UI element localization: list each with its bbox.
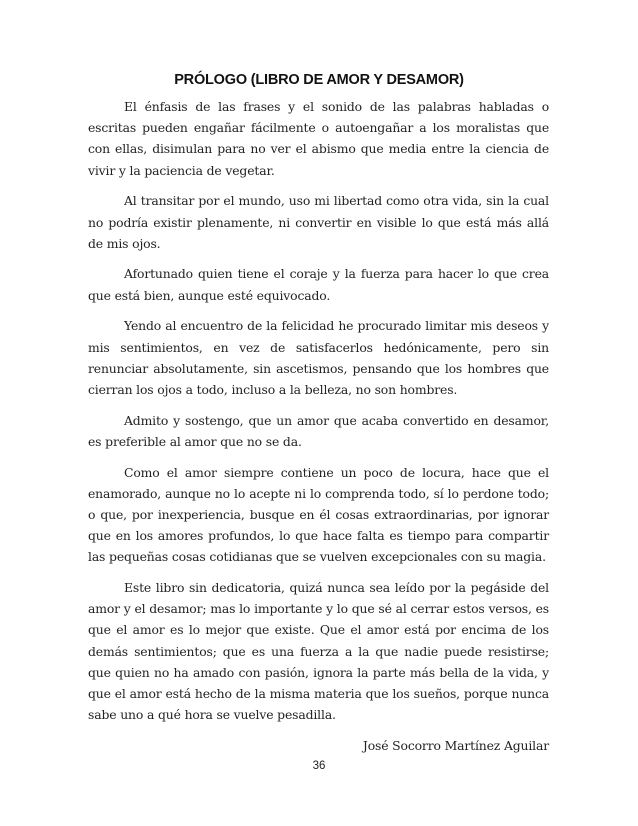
paragraph-4: Yendo al encuentro de la felicidad he procurado limitar mis deseos y mis sentimientos, en vez de satisfacerlos hedónicamente, pero sin renunciar absolutamente, sin ascetismos, pensando que los hombres que cierran los ojos a todo, incluso a la belleza, no son hombres.: [88, 318, 549, 397]
paragraph-7: Este libro sin dedicatoria, quizá nunca sea leído por la pegáside del amor y el desamor; mas lo importante y lo que sé al cerrar estos versos, es que el amor es lo mejor que existe. Que el amor está por encima de los demás sentimientos; que es una fuerza a la que nadie puede resistirse; que quien no ha amado con pasión, ignora la parte más bella de la vida, y que el amor está hecho de la misma materia que los sueños, porque nunca sabe uno a qué hora se vuelve pesadilla.: [88, 580, 549, 723]
page-number: 36: [312, 760, 326, 772]
author-signature: José Socorro Martínez Aguilar: [362, 737, 549, 753]
paragraph-6: Como el amor siempre contiene un poco de locura, hace que el enamorado, aunque no lo acepte ni lo comprenda todo, sí lo perdone todo; o que, por inexperiencia, busque en él cosas extraordinarias, por ignorar que en los amores profundos, lo que hace falta es tiempo para compartir las pequeñas cosas cotidianas que se vuelven excepcionales con su magia.: [88, 464, 549, 565]
paragraph-1: El énfasis de las frases y el sonido de las palabras habladas o escritas pueden engañar fácilmente o autoengañar a los moralistas que con ellas, disimulan para no ver el abismo que media entre la ciencia de vivir y la paciencia de vegetar.: [88, 99, 549, 178]
paragraph-3: Afortunado quien tiene el coraje y la fuerza para hacer lo que crea que está bien, aunque esté equivocado.: [88, 266, 549, 303]
page-title: PRÓLOGO (LIBRO DE AMOR Y DESAMOR): [174, 72, 464, 88]
paragraph-5: Admito y sostengo, que un amor que acaba convertido en desamor, es preferible al amor que no se da.: [88, 412, 549, 449]
prologue-body: [88, 96, 549, 756]
paragraph-2: Al transitar por el mundo, uso mi libertad como otra vida, sin la cual no podría existir plenamente, ni convertir en visible lo que está más allá de mis ojos.: [88, 193, 549, 251]
